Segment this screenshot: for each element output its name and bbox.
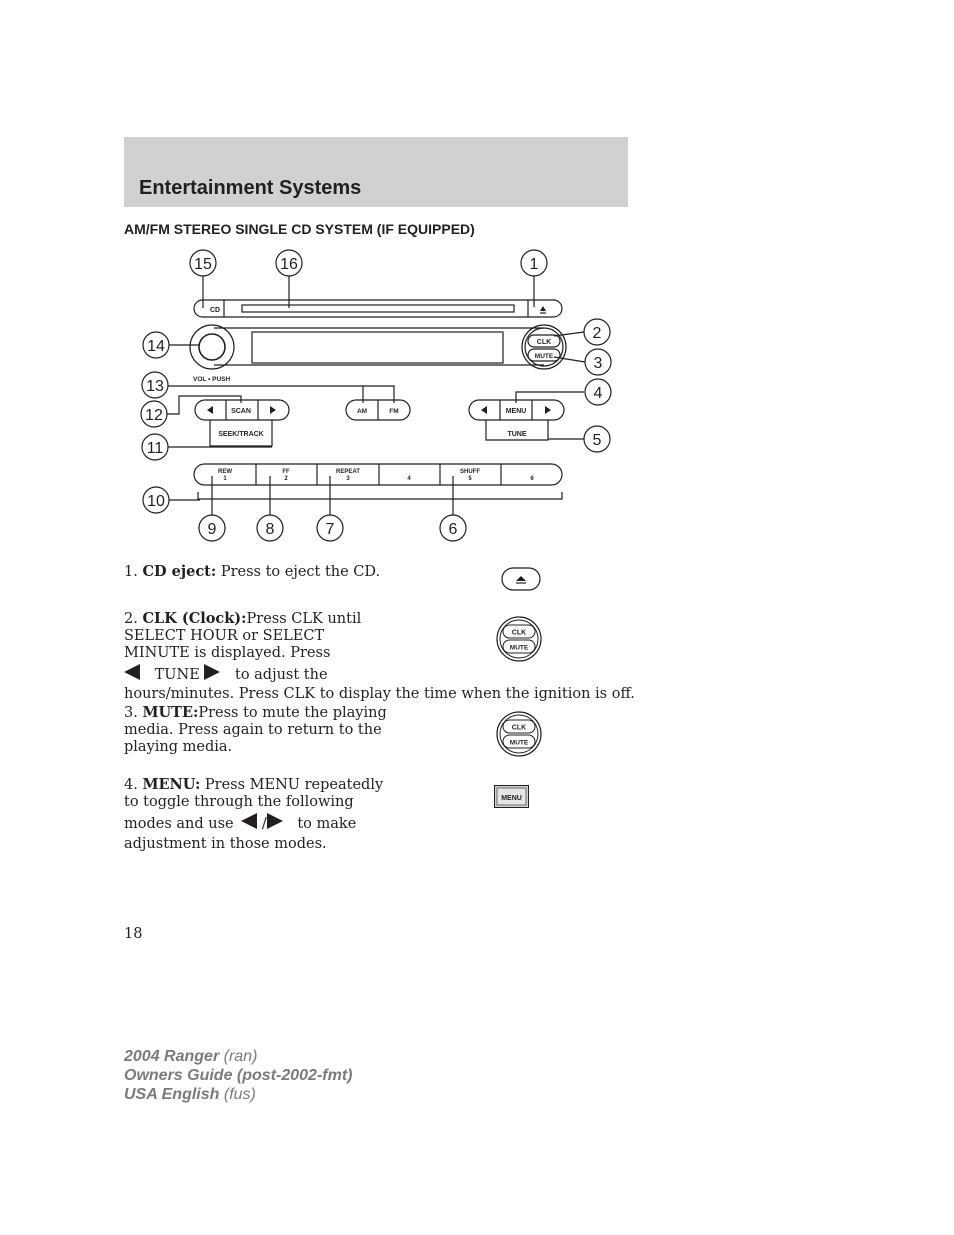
svg-text:3: 3 <box>346 476 350 482</box>
menu-button-icon <box>494 785 530 809</box>
svg-text:4: 4 <box>407 476 411 482</box>
svg-text:MUTE: MUTE <box>534 353 554 360</box>
svg-text:11: 11 <box>146 440 164 457</box>
svg-text:14: 14 <box>147 338 165 355</box>
svg-text:REW: REW <box>218 469 232 475</box>
item-cd-eject: 1. CD eject: Press to eject the CD. <box>124 563 381 580</box>
svg-text:7: 7 <box>325 521 335 538</box>
svg-text:5: 5 <box>468 476 472 482</box>
svg-text:FF: FF <box>282 469 290 475</box>
svg-text:SHUFF: SHUFF <box>460 469 480 475</box>
svg-text:TUNE: TUNE <box>507 431 527 438</box>
svg-text:6: 6 <box>530 476 534 482</box>
section-title: Entertainment Systems <box>139 177 362 199</box>
svg-text:FM: FM <box>389 408 399 415</box>
page-number: 18 <box>124 926 143 942</box>
volume-knob <box>190 325 234 369</box>
clk-mute-icon-2 <box>495 710 543 758</box>
svg-text:MENU: MENU <box>501 795 522 802</box>
left-arrow-icon <box>124 664 140 680</box>
item-menu: 4. MENU: Press MENU repeatedly to toggle through the following modes and use / to make adjustment in those modes. <box>124 776 384 852</box>
svg-text:REPEAT: REPEAT <box>336 469 360 475</box>
clk-mute-icon <box>495 615 543 663</box>
display-window <box>252 332 503 363</box>
item-mute: 3. MUTE:Press to mute the playing media. Press again to return to the playing media. <box>124 704 387 755</box>
svg-text:6: 6 <box>448 521 458 538</box>
svg-text:5: 5 <box>592 432 602 449</box>
svg-text:3: 3 <box>593 355 603 372</box>
svg-text:9: 9 <box>207 521 217 538</box>
svg-text:CLK: CLK <box>536 339 552 346</box>
eject-button-icon <box>501 567 541 591</box>
svg-text:MUTE: MUTE <box>509 739 529 747</box>
left-arrow-icon <box>241 813 257 829</box>
right-arrow-icon <box>204 664 220 680</box>
radio-diagram <box>124 240 628 555</box>
svg-text:CLK: CLK <box>511 629 527 637</box>
svg-text:SEEK/TRACK: SEEK/TRACK <box>218 431 264 438</box>
svg-text:CLK: CLK <box>511 724 527 732</box>
svg-text:2: 2 <box>284 476 288 482</box>
svg-text:MENU: MENU <box>505 408 527 415</box>
svg-text:AM: AM <box>356 408 368 415</box>
cd-label: CD <box>210 307 221 314</box>
svg-text:1: 1 <box>529 256 539 273</box>
svg-text:13: 13 <box>146 378 164 395</box>
svg-text:2: 2 <box>592 325 602 342</box>
cd-slot-bar <box>194 300 562 317</box>
svg-text:12: 12 <box>145 407 163 424</box>
footer: 2004 Ranger (ran) Owners Guide (post-2002-fmt) USA English (fus) <box>124 1048 353 1103</box>
svg-text:10: 10 <box>147 493 165 510</box>
right-arrow-icon <box>267 813 283 829</box>
vol-label: VOL • PUSH <box>193 376 231 383</box>
svg-text:MUTE: MUTE <box>509 644 529 652</box>
svg-text:4: 4 <box>593 385 603 402</box>
svg-text:SCAN: SCAN <box>231 408 251 415</box>
item-clock: 2. CLK (Clock):Press CLK until SELECT HOUR or SELECT MINUTE is displayed. Press TUNE to adjust the hours/minutes. Press CLK to display the time when the ignition is off. <box>124 610 635 702</box>
svg-text:1: 1 <box>223 476 227 482</box>
eject-icon <box>540 306 546 311</box>
preset-bar <box>194 464 562 485</box>
svg-text:15: 15 <box>194 256 212 273</box>
svg-text:16: 16 <box>280 256 298 273</box>
sub-heading: AM/FM STEREO SINGLE CD SYSTEM (IF EQUIPPED) <box>124 221 475 237</box>
svg-text:8: 8 <box>265 521 275 538</box>
